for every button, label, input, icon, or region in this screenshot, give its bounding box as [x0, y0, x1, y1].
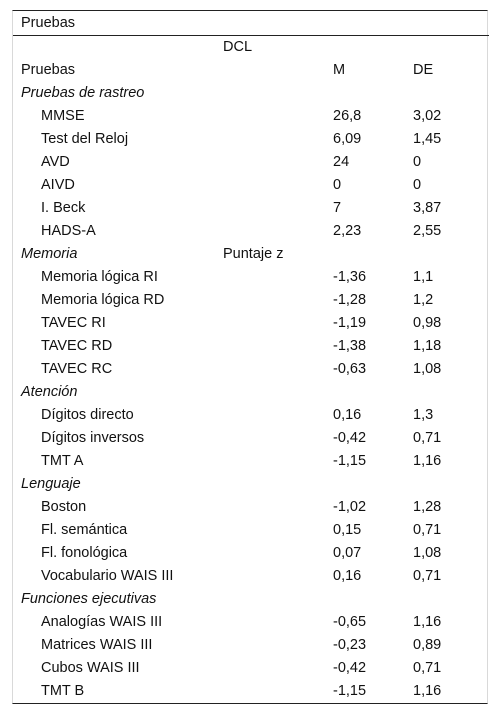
empty-cell — [223, 496, 333, 519]
empty-cell — [223, 151, 333, 174]
empty-cell — [223, 542, 333, 565]
test-name: MMSE — [41, 108, 85, 124]
empty-cell — [413, 473, 489, 496]
table-row — [13, 565, 489, 588]
empty-cell — [223, 128, 333, 151]
sd-value: 1,3 — [413, 407, 434, 423]
test-name: TMT A — [41, 453, 84, 469]
table-row — [13, 519, 489, 542]
empty-cell — [223, 450, 333, 473]
section-row — [13, 473, 489, 496]
sd-value: 1,08 — [413, 545, 442, 561]
sd-value: 1,16 — [413, 683, 442, 699]
sd-value: 1,28 — [413, 499, 442, 515]
section-row — [13, 381, 489, 404]
empty-cell — [223, 519, 333, 542]
group-header-row — [13, 36, 489, 60]
empty-cell — [223, 11, 333, 36]
empty-cell — [13, 36, 223, 60]
empty-cell — [223, 220, 333, 243]
section-title: Pruebas de rastreo — [21, 85, 145, 101]
table-row — [13, 657, 489, 680]
test-name: Memoria lógica RD — [41, 292, 165, 308]
test-name: Dígitos directo — [41, 407, 134, 423]
mean-value: -0,42 — [333, 430, 367, 446]
sd-value: 1,45 — [413, 131, 442, 147]
mean-value: 0 — [333, 177, 342, 193]
table-row — [13, 450, 489, 473]
sd-value: 0 — [413, 177, 422, 193]
mean-value: 0,07 — [333, 545, 362, 561]
group-header-dcl: DCL — [223, 39, 253, 55]
mean-value: 6,09 — [333, 131, 362, 147]
table-caption-row — [13, 11, 489, 36]
table-row — [13, 496, 489, 519]
mean-value: 0,15 — [333, 522, 362, 538]
test-name: I. Beck — [41, 200, 86, 216]
mean-value: 2,23 — [333, 223, 362, 239]
empty-cell — [223, 404, 333, 427]
table-row — [13, 312, 489, 335]
table-row — [13, 335, 489, 358]
results-table-grid — [13, 11, 489, 703]
section-title: Funciones ejecutivas — [21, 591, 157, 607]
test-name: Fl. fonológica — [41, 545, 128, 561]
table-row — [13, 358, 489, 381]
empty-cell — [223, 266, 333, 289]
empty-cell — [223, 312, 333, 335]
test-name: Cubos WAIS III — [41, 660, 140, 676]
sd-value: 2,55 — [413, 223, 442, 239]
mean-value: -1,15 — [333, 683, 367, 699]
sd-value: 0,71 — [413, 430, 442, 446]
empty-cell — [333, 381, 413, 404]
empty-cell — [333, 36, 413, 60]
empty-cell — [333, 243, 413, 266]
table-row — [13, 427, 489, 450]
test-name: TAVEC RI — [41, 315, 106, 331]
sd-value: 1,18 — [413, 338, 442, 354]
empty-cell — [223, 59, 333, 82]
mean-value: 0,16 — [333, 407, 362, 423]
table-row — [13, 220, 489, 243]
test-name: AIVD — [41, 177, 75, 193]
table-caption: Pruebas — [13, 11, 223, 36]
sd-value: 1,16 — [413, 614, 442, 630]
mean-value: -0,65 — [333, 614, 367, 630]
test-name: Dígitos inversos — [41, 430, 145, 446]
test-name: Vocabulario WAIS III — [41, 568, 174, 584]
mean-value: -1,19 — [333, 315, 367, 331]
table-row — [13, 128, 489, 151]
section-title: Atención — [21, 384, 78, 400]
section-row — [13, 243, 489, 266]
test-name: Matrices WAIS III — [41, 637, 153, 653]
table-row — [13, 174, 489, 197]
test-name: Boston — [41, 499, 87, 515]
results-table — [12, 10, 488, 704]
sd-value: 3,02 — [413, 108, 442, 124]
table-row — [13, 680, 489, 703]
mean-value: -0,23 — [333, 637, 367, 653]
column-header-pruebas: Pruebas — [21, 62, 76, 78]
empty-cell — [223, 105, 333, 128]
mean-value: -0,42 — [333, 660, 367, 676]
mean-value: -1,15 — [333, 453, 367, 469]
empty-cell — [333, 473, 413, 496]
empty-cell — [223, 565, 333, 588]
empty-cell — [413, 82, 489, 105]
test-name: HADS-A — [41, 223, 96, 239]
column-header-row — [13, 59, 489, 82]
sd-value: 3,87 — [413, 200, 442, 216]
sd-value: 1,16 — [413, 453, 442, 469]
empty-cell — [413, 11, 489, 36]
mean-value: -1,28 — [333, 292, 367, 308]
empty-cell — [413, 36, 489, 60]
table-row — [13, 105, 489, 128]
empty-cell — [223, 427, 333, 450]
sd-value: 0 — [413, 154, 422, 170]
table-row — [13, 197, 489, 220]
column-header-de: DE — [413, 62, 434, 78]
empty-cell — [223, 335, 333, 358]
section-subheader: Puntaje z — [223, 246, 284, 262]
sd-value: 0,98 — [413, 315, 442, 331]
sd-value: 0,71 — [413, 568, 442, 584]
sd-value: 0,71 — [413, 660, 442, 676]
section-subheader — [223, 588, 333, 611]
section-subheader — [223, 82, 333, 105]
mean-value: 0,16 — [333, 568, 362, 584]
table-row — [13, 542, 489, 565]
test-name: TMT B — [41, 683, 85, 699]
mean-value: -1,36 — [333, 269, 367, 285]
mean-value: -1,02 — [333, 499, 367, 515]
empty-cell — [223, 358, 333, 381]
mean-value: -0,63 — [333, 361, 367, 377]
mean-value: 26,8 — [333, 108, 362, 124]
empty-cell — [223, 634, 333, 657]
sd-value: 1,08 — [413, 361, 442, 377]
test-name: TAVEC RD — [41, 338, 113, 354]
empty-cell — [223, 611, 333, 634]
empty-cell — [223, 289, 333, 312]
table-body — [13, 11, 489, 703]
table-row — [13, 266, 489, 289]
mean-value: -1,38 — [333, 338, 367, 354]
table-row — [13, 289, 489, 312]
sd-value: 1,2 — [413, 292, 434, 308]
empty-cell — [223, 657, 333, 680]
test-name: Fl. semántica — [41, 522, 128, 538]
section-title: Memoria — [21, 246, 78, 262]
empty-cell — [413, 588, 489, 611]
test-name: AVD — [41, 154, 70, 170]
table-row — [13, 404, 489, 427]
sd-value: 0,89 — [413, 637, 442, 653]
empty-cell — [333, 82, 413, 105]
section-row — [13, 82, 489, 105]
table-row — [13, 634, 489, 657]
mean-value: 24 — [333, 154, 350, 170]
test-name: Test del Reloj — [41, 131, 129, 147]
empty-cell — [333, 11, 413, 36]
empty-cell — [223, 174, 333, 197]
section-subheader — [223, 381, 333, 404]
empty-cell — [413, 243, 489, 266]
section-subheader — [223, 473, 333, 496]
test-name: TAVEC RC — [41, 361, 113, 377]
test-name: Memoria lógica RI — [41, 269, 158, 285]
test-name: Analogías WAIS III — [41, 614, 163, 630]
section-title: Lenguaje — [21, 476, 81, 492]
empty-cell — [413, 381, 489, 404]
empty-cell — [223, 680, 333, 703]
sd-value: 1,1 — [413, 269, 434, 285]
column-header-m: M — [333, 62, 346, 78]
section-row — [13, 588, 489, 611]
sd-value: 0,71 — [413, 522, 442, 538]
empty-cell — [223, 197, 333, 220]
mean-value: 7 — [333, 200, 342, 216]
empty-cell — [333, 588, 413, 611]
table-row — [13, 151, 489, 174]
table-row — [13, 611, 489, 634]
